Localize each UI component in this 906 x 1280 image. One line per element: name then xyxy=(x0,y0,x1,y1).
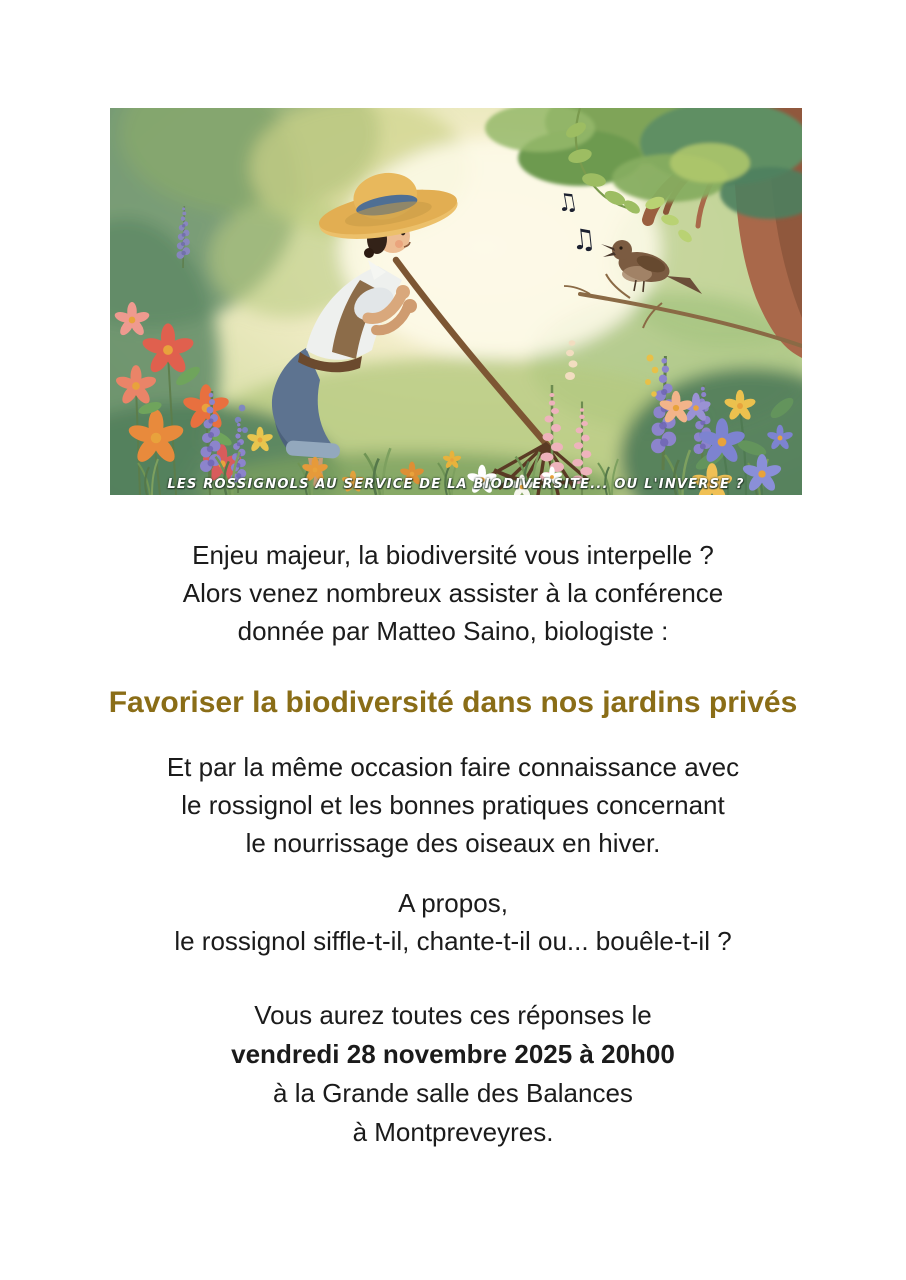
details-line: le rossignol et les bonnes pratiques concernant xyxy=(181,790,725,820)
event-venue: à la Grande salle des Balances xyxy=(273,1078,633,1108)
event-place: à Montpreveyres. xyxy=(352,1117,554,1147)
illustration-caption: LES ROSSIGNOLS AU SERVICE DE LA BIODIVERSITE... OU L'INVERSE ? xyxy=(167,477,745,492)
intro-text xyxy=(0,536,906,650)
garden-scene-svg xyxy=(110,108,802,495)
event-datetime: vendredi 28 novembre 2025 à 20h00 xyxy=(231,1039,675,1069)
details-line: Et par la même occasion faire connaissance avec xyxy=(166,752,740,782)
intro-line: donnée par Matteo Saino, biologiste : xyxy=(237,616,669,646)
garden-illustration xyxy=(110,108,802,495)
intro-line: Alors venez nombreux assister à la conférence xyxy=(182,578,724,608)
intro-line: Enjeu majeur, la biodiversité vous interpelle ? xyxy=(192,540,714,570)
aside-line: A propos, xyxy=(398,888,508,918)
event-lead: Vous aurez toutes ces réponses le xyxy=(254,1000,652,1030)
details-text xyxy=(0,748,906,862)
aside-line: le rossignol siffle-t-il, chante-t-il ou... bouêle-t-il ? xyxy=(174,926,732,956)
music-note-icon: ♫ xyxy=(554,186,581,218)
conference-title: Favoriser la biodiversité dans nos jardins privés xyxy=(108,686,798,719)
details-line: le nourrissage des oiseaux en hiver. xyxy=(245,828,661,858)
aside-text xyxy=(0,884,906,960)
event-details xyxy=(0,996,906,1152)
music-note-icon: ♫ xyxy=(569,221,598,257)
